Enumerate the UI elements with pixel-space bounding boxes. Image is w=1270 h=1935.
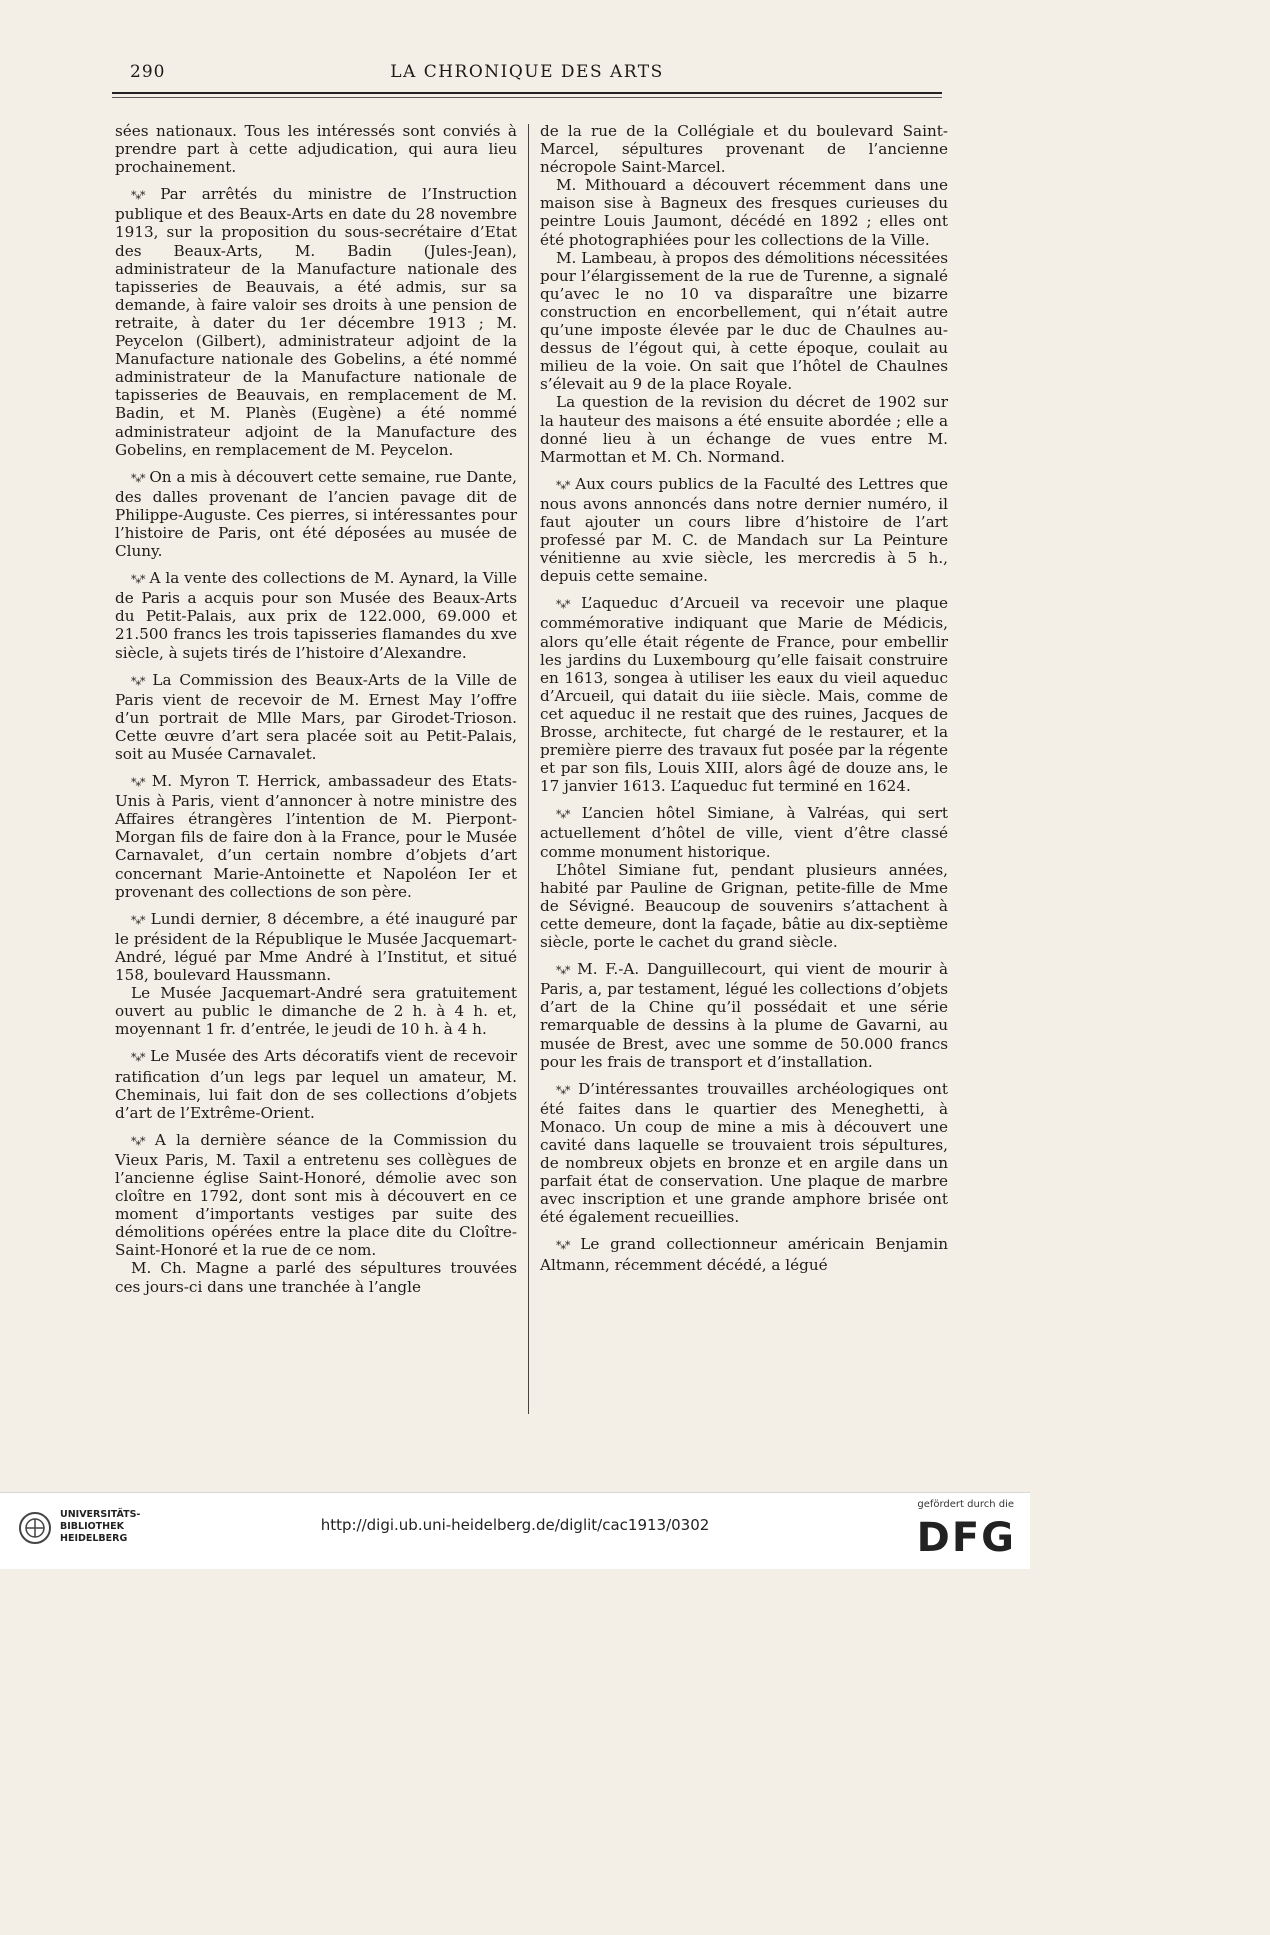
asterism-icon: *⁎* (131, 1051, 145, 1065)
asterism-icon: *⁎* (131, 1134, 145, 1148)
digitization-footer (0, 1492, 1030, 1569)
journal-title: LA CHRONIQUE DES ARTS (390, 62, 664, 82)
header-rule (112, 92, 942, 94)
paragraph: *⁎* A la dernière séance de la Commission du Vieux Paris, M. Taxil a entretenu ses collègues de l’ancienne église Saint-Honoré, démolie avec son cloître en 1792, dont sont mis à découvert en ce moment d’importants vestiges par suite des démolitions opérées entre la place dite du Cloître-Saint-Honoré et la rue de ce nom. (115, 1130, 517, 1260)
paragraph: Le Musée Jacquemart-André sera gratuitement ouvert au public le dimanche de 2 h. à 4 h. et, moyennant 1 fr. d’entrée, le jeudi de 10 h. à 4 h. (115, 984, 517, 1039)
asterism-icon: *⁎* (556, 1239, 570, 1253)
paragraph: M. Ch. Magne a parlé des sépultures trouvées ces jours-ci dans une tranchée à l’angle (115, 1259, 517, 1296)
asterism-icon: *⁎* (556, 964, 570, 978)
paragraph: *⁎* L’aqueduc d’Arcueil va recevoir une plaque commémorative indiquant que Marie de Médicis, alors qu’elle était régente de France, pour embellir les jardins du Luxembourg qu’elle faisait construire en 1613, songea à utiliser les eaux du vieil aqueduc d’Arcueil, qui datait du iiie siècle. Mais, comme de cet aqueduc il ne restait que des ruines, Jacques de Brosse, architecte, fut chargé de le restaurer, et la première pierre des travaux fut posée par la régente et par son fils, Louis XIII, alors âgé de douze ans, le 17 janvier 1613. L’aqueduc fut terminé en 1624. (540, 594, 949, 796)
left-column (115, 122, 517, 1305)
asterism-icon: *⁎* (131, 189, 145, 203)
paragraph: *⁎* L’ancien hôtel Simiane, à Valréas, qui sert actuellement d’hôtel de ville, vient d’être classé comme monument historique. (540, 804, 949, 861)
asterism-icon: *⁎* (131, 776, 145, 790)
asterism-icon: *⁎* (131, 471, 145, 485)
paragraph: *⁎* Par arrêtés du ministre de l’Instruction publique et des Beaux-Arts en date du 28 novembre 1913, sur la proposition du sous-secrétaire d’Etat des Beaux-Arts, M. Badin (Jules-Jean), administrateur de la Manufacture nationale des tapisseries de Beauvais, a été admis, sur sa demande, à faire valoir ses droits à une pension de retraite, à dater du 1er décembre 1913 ; M. Peycelon (Gilbert), administrateur adjoint de la Manufacture nationale des Gobelins, a été nommé administrateur de la Manufacture nationale de tapisseries de Beauvais, en remplacement de M. Badin, et M. Planès (Eugène) a été nommé administrateur adjoint de la Manufacture des Gobelins, en remplacement de M. Peycelon. (115, 185, 518, 459)
paragraph: *⁎* La Commission des Beaux-Arts de la Ville de Paris vient de recevoir de M. Ernest May l’offre d’un portrait de Mlle Mars, par Girodet-Trioson. Cette œuvre d’art sera placée soit au Petit-Palais, soit au Musée Carnavalet. (115, 670, 517, 763)
asterism-icon: *⁎* (556, 1083, 570, 1097)
paragraph: *⁎* Le grand collectionneur américain Benjamin Altmann, récemment décédé, a légué (540, 1235, 948, 1274)
right-column (540, 122, 948, 1283)
paragraph: *⁎* D’intéressantes trouvailles archéologiques ont été faites dans le quartier des Meneghetti, à Monaco. Un coup de mine a mis à découvert une cavité dans laquelle se trouvaient trois sépultures, de nombreux objets en bronze et en argile dans un parfait état de conservation. Une plaque de marbre avec inscription et une grande amphore brisée ont été également recueillies. (540, 1079, 948, 1227)
page-number: 290 (130, 62, 166, 82)
header-rule-thin (112, 97, 942, 98)
running-header (112, 62, 942, 86)
paragraph: *⁎* Le Musée des Arts décoratifs vient de recevoir ratification d’un legs par lequel un amateur, M. Cheminais, lui fait don de ses collections d’objets d’art de l’Extrême-Orient. (115, 1047, 517, 1122)
asterism-icon: *⁎* (556, 478, 570, 492)
asterism-icon: *⁎* (131, 573, 145, 587)
paragraph: *⁎* A la vente des collections de M. Aynard, la Ville de Paris a acquis pour son Musée des Beaux-Arts du Petit-Palais, aux prix de 122.000, 69.000 et 21.500 francs les trois tapisseries flamandes du xve siècle, à sujets tirés de l’histoire d’Alexandre. (115, 569, 518, 662)
paragraph: *⁎* M. F.-A. Danguillecourt, qui vient de mourir à Paris, a, par testament, légué les collections d’objets d’art de la Chine qu’il possédait et une série remarquable de dessins à la plume de Gavarni, au musée de Brest, avec une somme de 50.000 francs pour les frais de transport et d’installation. (540, 960, 948, 1071)
paragraph: M. Mithouard a découvert récemment dans une maison sise à Bagneux des fresques curieuses du peintre Louis Jaumont, décédé en 1892 ; elles ont été photographiées pour les collections de la Ville. (540, 176, 948, 249)
dfg-logo: DFG (916, 1515, 1016, 1561)
asterism-icon: *⁎* (556, 598, 570, 612)
paragraph: M. Lambeau, à propos des démolitions nécessitées pour l’élargissement de la rue de Turenne, a signalé qu’avec le no 10 va disparaître une bizarre construction en encorbellement, qui n’était autre qu’une imposte élevée par le duc de Chaulnes au-dessus de l’égout qui, à cette époque, coulait au milieu de la voie. On sait que l’hôtel de Chaulnes s’élevait au 9 de la place Royale. (540, 248, 948, 394)
column-divider (528, 124, 529, 1414)
paragraph: sées nationaux. Tous les intéressés sont conviés à prendre part à cette adjudication, qui aura lieu prochainement. (115, 122, 517, 177)
asterism-icon: *⁎* (131, 913, 145, 927)
paragraph: La question de la revision du décret de 1902 sur la hauteur des maisons a été ensuite abordée ; elle a donné lieu à un échange de vues entre M. Marmottan et M. Ch. Normand. (540, 393, 948, 466)
paragraph: de la rue de la Collégiale et du boulevard Saint-Marcel, sépultures provenant de l’ancienne nécropole Saint-Marcel. (540, 122, 948, 177)
paragraph: L’hôtel Simiane fut, pendant plusieurs années, habité par Pauline de Grignan, petite-fille de Mme de Sévigné. Beaucoup de souvenirs s’attachent à cette demeure, dont la façade, bâtie au dix-septième siècle, porte le cachet du grand siècle. (540, 860, 948, 952)
asterism-icon: *⁎* (556, 808, 570, 822)
paragraph: *⁎* M. Myron T. Herrick, ambassadeur des Etats-Unis à Paris, vient d’annoncer à notre ministre des Affaires étrangères l’intention de M. Pierpont-Morgan fils de faire don à la France, pour le Musée Carnavalet, d’un certain nombre d’objets d’art concernant Marie-Antoinette et Napoléon Ier et provenant des collections de son père. (115, 772, 517, 901)
permalink-url[interactable]: http://digi.ub.uni-heidelberg.de/diglit/cac1913/0302 (320, 1516, 710, 1534)
paragraph: *⁎* Aux cours publics de la Faculté des Lettres que nous avons annoncés dans notre dernier numéro, il faut ajouter un cours libre d’histoire de l’art professé par M. C. de Mandach sur La Peinture vénitienne au xvie siècle, les mercredis à 5 h., depuis cette semaine. (540, 474, 948, 586)
asterism-icon: *⁎* (131, 674, 145, 688)
paragraph: *⁎* Lundi dernier, 8 décembre, a été inauguré par le président de la République le Musée Jacquemart-André, légué par Mme André à l’Institut, et situé 158, boulevard Haussmann. (115, 909, 518, 985)
library-name: UNIVERSITÄTS- BIBLIOTHEK HEIDELBERG (60, 1509, 141, 1544)
funding-note: gefördert durch die (917, 1499, 1014, 1510)
paragraph: *⁎* On a mis à découvert cette semaine, rue Dante, des dalles provenant de l’ancien pavage dit de Philippe-Auguste. Ces pierres, si intéressantes pour l’histoire de Paris, ont été déposées au musée de Cluny. (115, 467, 517, 561)
